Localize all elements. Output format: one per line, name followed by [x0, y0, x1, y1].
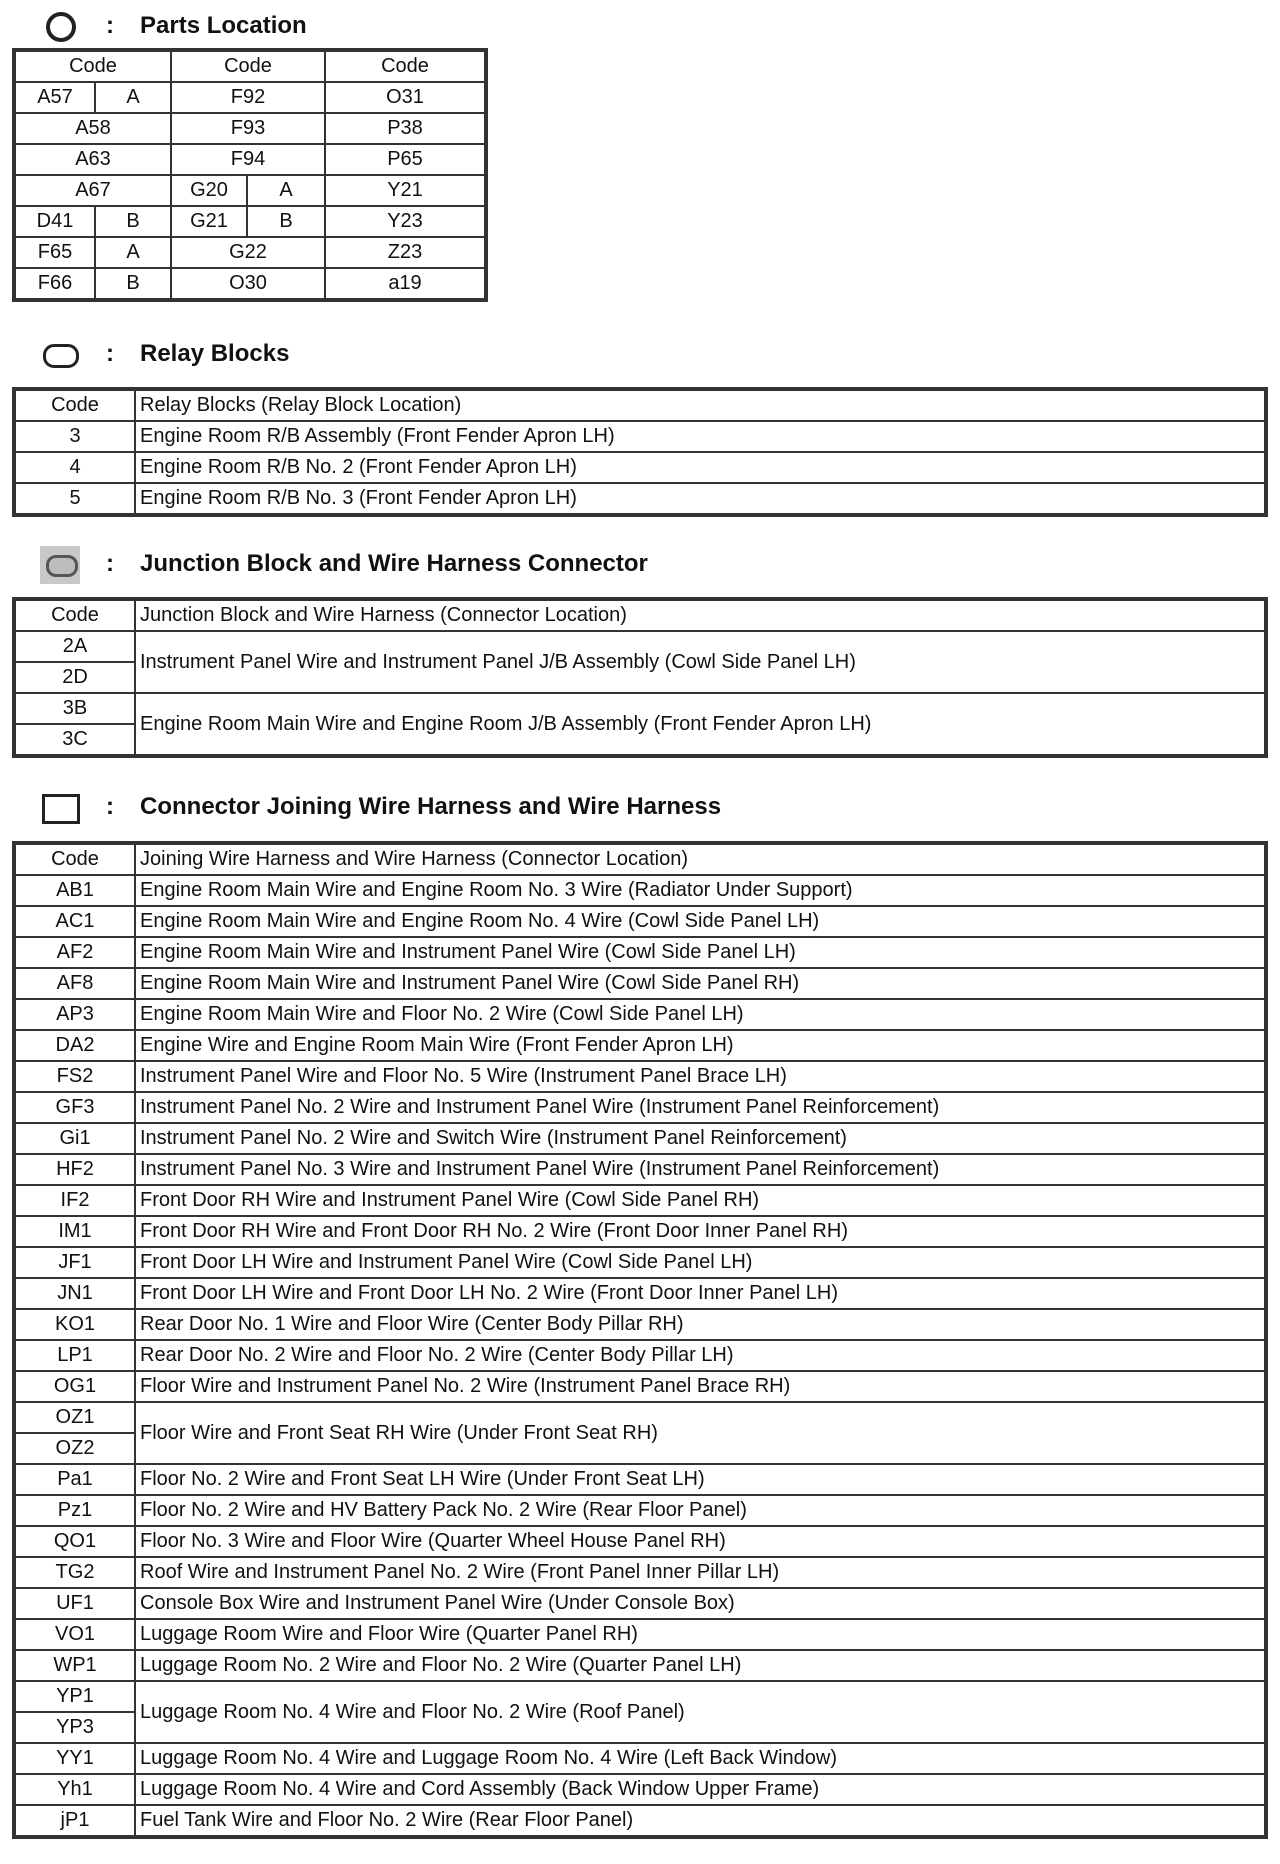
header-colon: : — [106, 340, 114, 367]
code-cell: A63 — [15, 144, 171, 175]
table-row — [15, 237, 485, 268]
location-cell: Floor No. 2 Wire and Front Seat LH Wire (Under Front Seat LH) — [135, 1464, 1265, 1495]
location-cell: Instrument Panel Wire and Instrument Panel J/B Assembly (Cowl Side Panel LH) — [135, 631, 1265, 693]
table-row — [15, 175, 485, 206]
code-cell: IM1 — [15, 1216, 135, 1247]
junction-block-table — [14, 599, 1266, 756]
code-cell: G22 — [171, 237, 325, 268]
code-cell: F66 — [15, 268, 95, 299]
code-cell: F93 — [171, 113, 325, 144]
table-row — [15, 1216, 1265, 1247]
location-cell: Engine Room R/B No. 3 (Front Fender Apron LH) — [135, 483, 1265, 514]
code-cell: TG2 — [15, 1557, 135, 1588]
code-cell: YP3 — [15, 1712, 135, 1743]
column-header: Relay Blocks (Relay Block Location) — [135, 390, 1265, 421]
location-cell: Instrument Panel No. 3 Wire and Instrument Panel Wire (Instrument Panel Reinforcement) — [135, 1154, 1265, 1185]
table-row — [15, 1123, 1265, 1154]
code-cell: Y21 — [325, 175, 485, 206]
code-cell: UF1 — [15, 1588, 135, 1619]
code-cell: Pa1 — [15, 1464, 135, 1495]
code-cell: A58 — [15, 113, 171, 144]
code-cell: Z23 — [325, 237, 485, 268]
code-cell: 2D — [15, 662, 135, 693]
table-row — [15, 1061, 1265, 1092]
table-row — [15, 1340, 1265, 1371]
table-row — [15, 1743, 1265, 1774]
table-row — [15, 1526, 1265, 1557]
code-cell: OZ1 — [15, 1402, 135, 1433]
table-row — [15, 1588, 1265, 1619]
code-cell: F92 — [171, 82, 325, 113]
rectangle-icon — [40, 789, 80, 825]
table-row — [15, 421, 1265, 452]
section-title: Connector Joining Wire Harness and Wire Harness — [140, 793, 722, 820]
code-cell: A57 — [15, 82, 95, 113]
code-cell: JN1 — [15, 1278, 135, 1309]
table-row — [15, 82, 485, 113]
location-cell: Front Door RH Wire and Instrument Panel Wire (Cowl Side Panel RH) — [135, 1185, 1265, 1216]
location-cell: Engine Room Main Wire and Engine Room No. 3 Wire (Radiator Under Support) — [135, 875, 1265, 906]
header-colon: : — [106, 12, 114, 39]
table-row — [15, 1154, 1265, 1185]
table-header-row — [15, 390, 1265, 421]
code-cell: YY1 — [15, 1743, 135, 1774]
code-cell: LP1 — [15, 1340, 135, 1371]
location-cell: Instrument Panel No. 2 Wire and Switch Wire (Instrument Panel Reinforcement) — [135, 1123, 1265, 1154]
table-row — [15, 1402, 1265, 1433]
code-cell: DA2 — [15, 1030, 135, 1061]
table-row — [15, 1805, 1265, 1836]
column-header: Code — [171, 51, 325, 82]
table-row — [15, 1681, 1265, 1712]
location-cell: Engine Room R/B No. 2 (Front Fender Apron LH) — [135, 452, 1265, 483]
location-cell: Console Box Wire and Instrument Panel Wire (Under Console Box) — [135, 1588, 1265, 1619]
table-row — [15, 1619, 1265, 1650]
table-row — [15, 968, 1265, 999]
code-cell: WP1 — [15, 1650, 135, 1681]
table-header-row — [15, 600, 1265, 631]
location-cell: Instrument Panel No. 2 Wire and Instrument Panel Wire (Instrument Panel Reinforcement) — [135, 1092, 1265, 1123]
location-cell: Engine Room Main Wire and Floor No. 2 Wire (Cowl Side Panel LH) — [135, 999, 1265, 1030]
column-header: Code — [15, 51, 171, 82]
variant-cell: B — [247, 206, 325, 237]
location-cell: Rear Door No. 1 Wire and Floor Wire (Center Body Pillar RH) — [135, 1309, 1265, 1340]
code-cell: Yh1 — [15, 1774, 135, 1805]
location-cell: Engine Room Main Wire and Engine Room No. 4 Wire (Cowl Side Panel LH) — [135, 906, 1265, 937]
section-title: Junction Block and Wire Harness Connector — [140, 550, 648, 577]
code-cell: Pz1 — [15, 1495, 135, 1526]
table-row — [15, 631, 1265, 662]
table-header-row — [15, 51, 485, 82]
header-colon: : — [106, 550, 114, 577]
code-cell: 3B — [15, 693, 135, 724]
code-cell: OG1 — [15, 1371, 135, 1402]
table-row — [15, 1774, 1265, 1805]
table-row — [15, 1464, 1265, 1495]
location-cell: Roof Wire and Instrument Panel No. 2 Wire (Front Panel Inner Pillar LH) — [135, 1557, 1265, 1588]
code-cell: AP3 — [15, 999, 135, 1030]
code-cell: D41 — [15, 206, 95, 237]
code-cell: 2A — [15, 631, 135, 662]
code-cell: P65 — [325, 144, 485, 175]
code-cell: O31 — [325, 82, 485, 113]
code-cell: G20 — [171, 175, 247, 206]
location-cell: Front Door LH Wire and Front Door LH No. 2 Wire (Front Door Inner Panel LH) — [135, 1278, 1265, 1309]
column-header: Joining Wire Harness and Wire Harness (Connector Location) — [135, 844, 1265, 875]
table-row — [15, 1650, 1265, 1681]
code-cell: 4 — [15, 452, 135, 483]
location-cell: Floor Wire and Front Seat RH Wire (Under Front Seat RH) — [135, 1402, 1265, 1464]
table-row — [15, 1309, 1265, 1340]
code-cell: AF8 — [15, 968, 135, 999]
code-cell: Gi1 — [15, 1123, 135, 1154]
code-cell: 3C — [15, 724, 135, 755]
code-cell: OZ2 — [15, 1433, 135, 1464]
column-header: Code — [15, 600, 135, 631]
table-row — [15, 483, 1265, 514]
code-cell: GF3 — [15, 1092, 135, 1123]
location-cell: Floor Wire and Instrument Panel No. 2 Wire (Instrument Panel Brace RH) — [135, 1371, 1265, 1402]
table-row — [15, 1557, 1265, 1588]
code-cell: AB1 — [15, 875, 135, 906]
code-cell: F65 — [15, 237, 95, 268]
code-cell: QO1 — [15, 1526, 135, 1557]
circle-icon — [40, 8, 80, 44]
code-cell: Y23 — [325, 206, 485, 237]
variant-cell: B — [95, 206, 171, 237]
column-header: Junction Block and Wire Harness (Connector Location) — [135, 600, 1265, 631]
code-cell: AC1 — [15, 906, 135, 937]
location-cell: Engine Room R/B Assembly (Front Fender Apron LH) — [135, 421, 1265, 452]
code-cell: HF2 — [15, 1154, 135, 1185]
location-cell: Engine Wire and Engine Room Main Wire (Front Fender Apron LH) — [135, 1030, 1265, 1061]
shaded-oval-icon — [40, 546, 80, 582]
code-cell: a19 — [325, 268, 485, 299]
table-row — [15, 906, 1265, 937]
location-cell: Floor No. 2 Wire and HV Battery Pack No. 2 Wire (Rear Floor Panel) — [135, 1495, 1265, 1526]
table-row — [15, 113, 485, 144]
table-row — [15, 693, 1265, 724]
location-cell: Luggage Room Wire and Floor Wire (Quarter Panel RH) — [135, 1619, 1265, 1650]
connector-joining-table — [14, 843, 1266, 1837]
location-cell: Front Door LH Wire and Instrument Panel Wire (Cowl Side Panel LH) — [135, 1247, 1265, 1278]
header-colon: : — [106, 793, 114, 820]
location-cell: Luggage Room No. 2 Wire and Floor No. 2 Wire (Quarter Panel LH) — [135, 1650, 1265, 1681]
code-cell: VO1 — [15, 1619, 135, 1650]
code-cell: O30 — [171, 268, 325, 299]
section-title: Parts Location — [140, 12, 307, 39]
table-row — [15, 1030, 1265, 1061]
location-cell: Engine Room Main Wire and Instrument Panel Wire (Cowl Side Panel LH) — [135, 937, 1265, 968]
code-cell: 5 — [15, 483, 135, 514]
column-header: Code — [15, 390, 135, 421]
table-row — [15, 1278, 1265, 1309]
table-row — [15, 268, 485, 299]
location-cell: Luggage Room No. 4 Wire and Cord Assembly (Back Window Upper Frame) — [135, 1774, 1265, 1805]
variant-cell: A — [95, 237, 171, 268]
variant-cell: A — [95, 82, 171, 113]
code-cell: A67 — [15, 175, 171, 206]
code-cell: P38 — [325, 113, 485, 144]
table-row — [15, 1092, 1265, 1123]
code-cell: KO1 — [15, 1309, 135, 1340]
parts-location-header — [40, 8, 307, 44]
code-cell: IF2 — [15, 1185, 135, 1216]
location-cell: Luggage Room No. 4 Wire and Floor No. 2 Wire (Roof Panel) — [135, 1681, 1265, 1743]
location-cell: Rear Door No. 2 Wire and Floor No. 2 Wire (Center Body Pillar LH) — [135, 1340, 1265, 1371]
relay-blocks-table — [14, 389, 1266, 515]
section-title: Relay Blocks — [140, 340, 290, 367]
table-row — [15, 937, 1265, 968]
table-row — [15, 875, 1265, 906]
table-row — [15, 1371, 1265, 1402]
location-cell: Fuel Tank Wire and Floor No. 2 Wire (Rear Floor Panel) — [135, 1805, 1265, 1836]
connector-joining-header — [40, 789, 721, 825]
variant-cell: A — [247, 175, 325, 206]
code-cell: F94 — [171, 144, 325, 175]
location-cell: Front Door RH Wire and Front Door RH No. 2 Wire (Front Door Inner Panel RH) — [135, 1216, 1265, 1247]
code-cell: 3 — [15, 421, 135, 452]
location-cell: Floor No. 3 Wire and Floor Wire (Quarter Wheel House Panel RH) — [135, 1526, 1265, 1557]
code-cell: JF1 — [15, 1247, 135, 1278]
code-cell: FS2 — [15, 1061, 135, 1092]
junction-block-header — [40, 546, 648, 582]
table-header-row — [15, 844, 1265, 875]
location-cell: Luggage Room No. 4 Wire and Luggage Room No. 4 Wire (Left Back Window) — [135, 1743, 1265, 1774]
variant-cell: B — [95, 268, 171, 299]
table-row — [15, 999, 1265, 1030]
column-header: Code — [15, 844, 135, 875]
location-cell: Engine Room Main Wire and Engine Room J/B Assembly (Front Fender Apron LH) — [135, 693, 1265, 755]
location-cell: Instrument Panel Wire and Floor No. 5 Wire (Instrument Panel Brace LH) — [135, 1061, 1265, 1092]
code-cell: jP1 — [15, 1805, 135, 1836]
table-row — [15, 1247, 1265, 1278]
table-row — [15, 144, 485, 175]
parts-location-table — [14, 50, 486, 300]
table-row — [15, 1185, 1265, 1216]
table-row — [15, 1495, 1265, 1526]
column-header: Code — [325, 51, 485, 82]
oval-icon — [40, 336, 80, 372]
table-row — [15, 452, 1265, 483]
location-cell: Engine Room Main Wire and Instrument Panel Wire (Cowl Side Panel RH) — [135, 968, 1265, 999]
code-cell: AF2 — [15, 937, 135, 968]
code-cell: YP1 — [15, 1681, 135, 1712]
table-row — [15, 206, 485, 237]
code-cell: G21 — [171, 206, 247, 237]
relay-blocks-header — [40, 336, 289, 372]
